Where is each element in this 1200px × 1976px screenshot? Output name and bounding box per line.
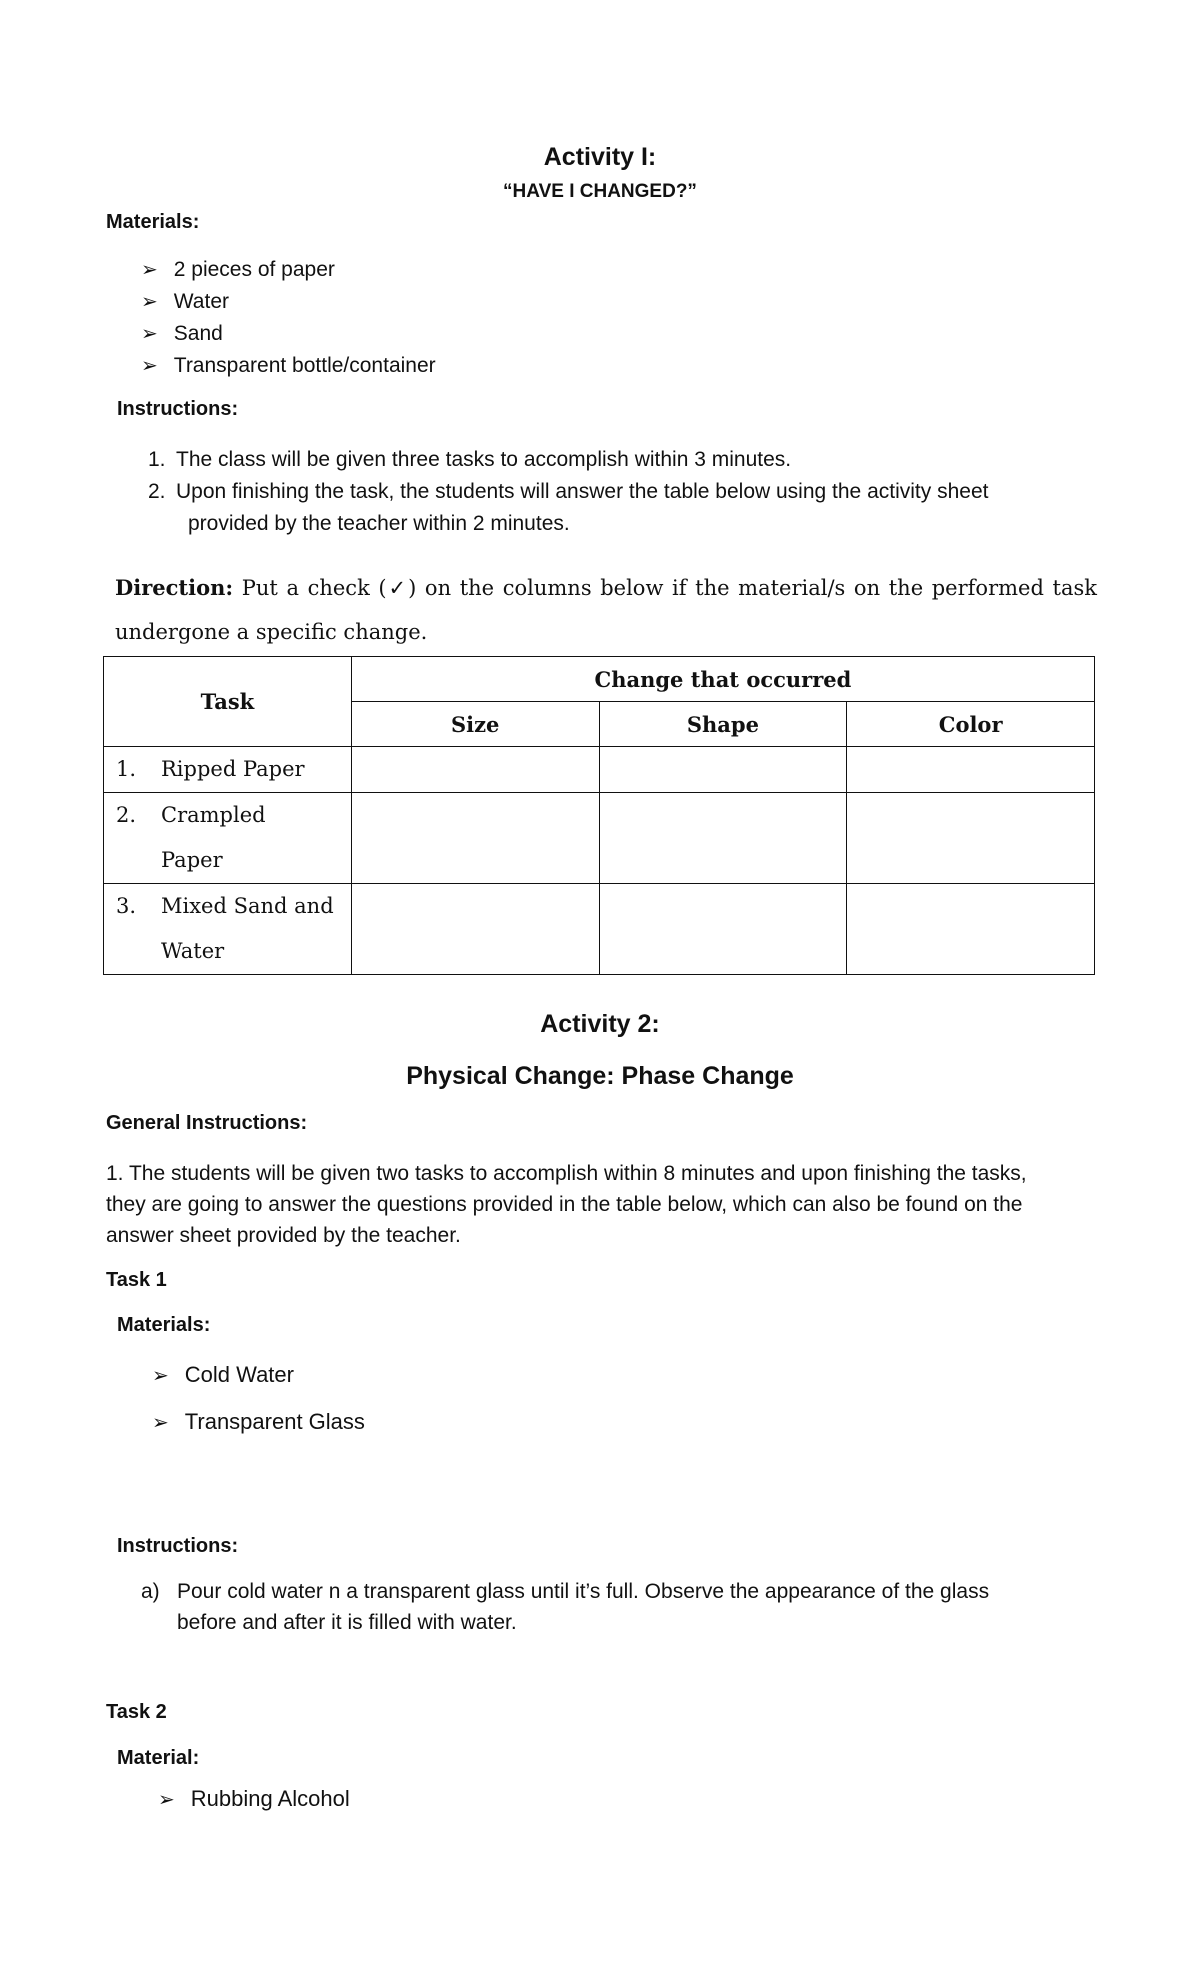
change-group-header: Change that occurred (351, 657, 1094, 702)
activity1-subtitle: “HAVE I CHANGED?” (503, 181, 697, 202)
task1-instructions-label: Instructions: (117, 1535, 239, 1557)
activity2-subtitle: Physical Change: Phase Change (406, 1062, 794, 1090)
instructions-label: Instructions: (117, 398, 239, 420)
list-item: ➢ Water (141, 290, 229, 313)
list-item: ➢ 2 pieces of paper (141, 258, 335, 281)
arrow-bullet-icon: ➢ (141, 323, 158, 345)
color-check-cell[interactable] (847, 793, 1095, 884)
arrow-bullet-icon: ➢ (141, 355, 158, 377)
change-table (103, 656, 1095, 975)
task-header: Task (104, 657, 352, 747)
arrow-bullet-icon: ➢ (141, 259, 158, 281)
general-instructions-text: 1. The students will be given two tasks to accomplish within 8 minutes and upon finishing the tasks, they are going to answer the questions provided in the table below, which can also be found on the answer sheet provided by the teacher. (106, 1162, 1027, 1247)
arrow-bullet-icon: ➢ (152, 1412, 169, 1434)
activity1-title: Activity I: (543, 143, 657, 171)
task-cell: 3. Mixed Sand and Water (104, 884, 352, 975)
task2-label: Task 2 (106, 1701, 167, 1723)
table-row (104, 884, 1095, 975)
list-item: ➢ Cold Water (152, 1362, 294, 1387)
task1-label: Task 1 (106, 1269, 167, 1291)
list-item: ➢ Transparent bottle/container (141, 354, 436, 377)
direction-paragraph: Direction: Put a check (✓) on the columns below if the material/s on the performed task undergone a specific change. (115, 575, 1097, 644)
shape-check-cell[interactable] (599, 747, 847, 793)
task2-material-label: Material: (117, 1747, 200, 1769)
list-item: ➢ Sand (141, 322, 223, 345)
size-check-cell[interactable] (351, 884, 599, 975)
list-item-continuation: provided by the teacher within 2 minutes. (188, 512, 570, 535)
direction-label: Direction: (115, 575, 234, 600)
materials-label: Materials: (106, 211, 200, 233)
shape-check-cell[interactable] (599, 793, 847, 884)
color-check-cell[interactable] (847, 747, 1095, 793)
instructions-list (148, 444, 1108, 540)
general-instructions-label: General Instructions: (106, 1112, 308, 1134)
task1-materials-label: Materials: (117, 1314, 211, 1336)
task-cell: 2. Crampled Paper (104, 793, 352, 884)
color-header: Color (847, 702, 1095, 747)
list-item: 2. Upon finishing the task, the students will answer the table below using the activity sheet (148, 480, 989, 503)
list-item: ➢ Transparent Glass (152, 1409, 365, 1434)
color-check-cell[interactable] (847, 884, 1095, 975)
shape-check-cell[interactable] (599, 884, 847, 975)
list-item: ➢ Rubbing Alcohol (158, 1786, 350, 1811)
task-cell: 1. Ripped Paper (104, 747, 352, 793)
activity2-title: Activity 2: (540, 1010, 660, 1038)
materials-list (141, 254, 436, 382)
size-header: Size (351, 702, 599, 747)
shape-header: Shape (599, 702, 847, 747)
task2-materials-list (158, 1779, 350, 1820)
size-check-cell[interactable] (351, 793, 599, 884)
task1-instruction-item: a) Pour cold water n a transparent glass until it’s full. Observe the appearance of the glass before and after it is filled with water. (141, 1580, 990, 1634)
table-row (104, 747, 1095, 793)
table-row (104, 793, 1095, 884)
arrow-bullet-icon: ➢ (152, 1365, 169, 1387)
size-check-cell[interactable] (351, 747, 599, 793)
arrow-bullet-icon: ➢ (158, 1789, 175, 1811)
task1-materials-list (152, 1352, 365, 1446)
list-item: 1. The class will be given three tasks to accomplish within 3 minutes. (148, 448, 792, 471)
arrow-bullet-icon: ➢ (141, 291, 158, 313)
